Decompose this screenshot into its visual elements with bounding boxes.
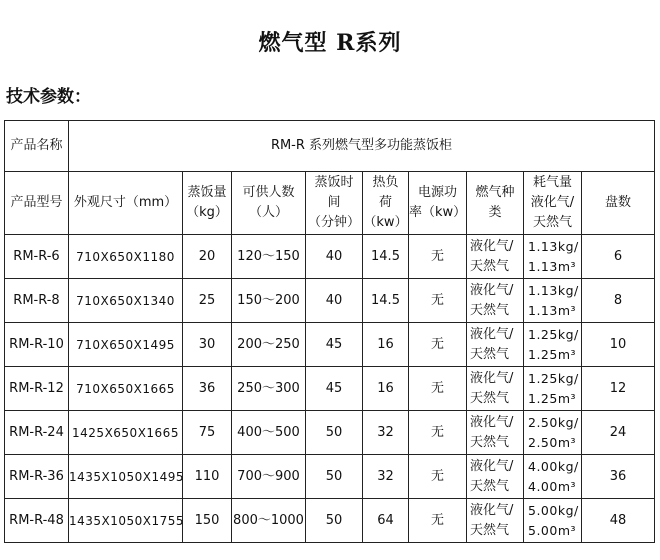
cell-people: 700～900 — [232, 455, 306, 499]
table-row — [5, 455, 655, 499]
cell-capacity: 36 — [183, 367, 232, 411]
cell-size: 1435X1050X1495 — [69, 455, 183, 499]
cell-gas-consumption: 1.25kg/ 1.25m³ — [524, 323, 582, 367]
cell-gas-type: 液化气/ 天然气 — [467, 455, 524, 499]
cell-heat-load: 14.5 — [363, 235, 409, 279]
header-capacity: 蒸饭量 （kg） — [183, 172, 232, 235]
header-gas-consumption: 耗气量 液化气/ 天然气 — [524, 172, 582, 235]
cell-power: 无 — [409, 367, 467, 411]
spec-table — [4, 120, 655, 543]
cell-heat-load: 14.5 — [363, 279, 409, 323]
section-heading: 技术参数： — [6, 87, 91, 107]
cell-heat-load: 16 — [363, 323, 409, 367]
cell-model: RM-R-48 — [5, 499, 69, 543]
table-row — [5, 235, 655, 279]
product-name-label: 产品名称 — [5, 121, 69, 172]
cell-capacity: 30 — [183, 323, 232, 367]
cell-model: RM-R-12 — [5, 367, 69, 411]
cell-gas-consumption: 4.00kg/ 4.00m³ — [524, 455, 582, 499]
cell-size: 1435X1050X1755 — [69, 499, 183, 543]
cell-trays: 6 — [582, 235, 655, 279]
cell-gas-type: 液化气/ 天然气 — [467, 367, 524, 411]
cell-size: 710X650X1665 — [69, 367, 183, 411]
cell-trays: 48 — [582, 499, 655, 543]
cell-capacity: 20 — [183, 235, 232, 279]
cell-power: 无 — [409, 411, 467, 455]
cell-power: 无 — [409, 323, 467, 367]
cell-people: 200～250 — [232, 323, 306, 367]
product-name-row — [5, 121, 655, 172]
cell-time: 50 — [306, 455, 363, 499]
page-title: 燃气型 R系列 — [258, 30, 402, 56]
cell-time: 40 — [306, 235, 363, 279]
cell-model: RM-R-24 — [5, 411, 69, 455]
cell-capacity: 110 — [183, 455, 232, 499]
cell-size: 1425X650X1665 — [69, 411, 183, 455]
header-people: 可供人数 （人） — [232, 172, 306, 235]
cell-gas-type: 液化气/ 天然气 — [467, 235, 524, 279]
cell-gas-consumption: 1.13kg/ 1.13m³ — [524, 235, 582, 279]
cell-model: RM-R-6 — [5, 235, 69, 279]
cell-capacity: 75 — [183, 411, 232, 455]
cell-time: 40 — [306, 279, 363, 323]
cell-power: 无 — [409, 235, 467, 279]
cell-people: 250～300 — [232, 367, 306, 411]
cell-trays: 24 — [582, 411, 655, 455]
cell-people: 800～1000 — [232, 499, 306, 543]
cell-time: 45 — [306, 323, 363, 367]
cell-gas-consumption: 5.00kg/ 5.00m³ — [524, 499, 582, 543]
cell-heat-load: 32 — [363, 411, 409, 455]
cell-people: 150～200 — [232, 279, 306, 323]
cell-gas-type: 液化气/ 天然气 — [467, 499, 524, 543]
cell-heat-load: 64 — [363, 499, 409, 543]
header-model: 产品型号 — [5, 172, 69, 235]
cell-gas-consumption: 1.25kg/ 1.25m³ — [524, 367, 582, 411]
cell-trays: 10 — [582, 323, 655, 367]
table-row — [5, 499, 655, 543]
header-trays: 盘数 — [582, 172, 655, 235]
cell-size: 710X650X1180 — [69, 235, 183, 279]
cell-people: 400～500 — [232, 411, 306, 455]
cell-gas-type: 液化气/ 天然气 — [467, 411, 524, 455]
product-name-value: RM-R 系列燃气型多功能蒸饭柜 — [69, 121, 655, 172]
header-heat-load: 热负 荷 （kw） — [363, 172, 409, 235]
cell-trays: 12 — [582, 367, 655, 411]
table-row — [5, 411, 655, 455]
cell-heat-load: 32 — [363, 455, 409, 499]
cell-gas-consumption: 1.13kg/ 1.13m³ — [524, 279, 582, 323]
header-time: 蒸饭时 间 （分钟） — [306, 172, 363, 235]
cell-size: 710X650X1340 — [69, 279, 183, 323]
header-size: 外观尺寸（mm） — [69, 172, 183, 235]
header-row — [5, 172, 655, 235]
cell-trays: 36 — [582, 455, 655, 499]
cell-gas-type: 液化气/ 天然气 — [467, 323, 524, 367]
cell-gas-consumption: 2.50kg/ 2.50m³ — [524, 411, 582, 455]
header-gas-type: 燃气种 类 — [467, 172, 524, 235]
cell-time: 50 — [306, 411, 363, 455]
cell-people: 120～150 — [232, 235, 306, 279]
cell-capacity: 25 — [183, 279, 232, 323]
table-row — [5, 367, 655, 411]
cell-time: 50 — [306, 499, 363, 543]
cell-heat-load: 16 — [363, 367, 409, 411]
cell-power: 无 — [409, 455, 467, 499]
cell-size: 710X650X1495 — [69, 323, 183, 367]
cell-capacity: 150 — [183, 499, 232, 543]
cell-model: RM-R-10 — [5, 323, 69, 367]
cell-trays: 8 — [582, 279, 655, 323]
cell-power: 无 — [409, 279, 467, 323]
cell-time: 45 — [306, 367, 363, 411]
table-row — [5, 323, 655, 367]
header-power: 电源功 率（kw） — [409, 172, 467, 235]
cell-model: RM-R-36 — [5, 455, 69, 499]
cell-power: 无 — [409, 499, 467, 543]
cell-gas-type: 液化气/ 天然气 — [467, 279, 524, 323]
cell-model: RM-R-8 — [5, 279, 69, 323]
table-row — [5, 279, 655, 323]
